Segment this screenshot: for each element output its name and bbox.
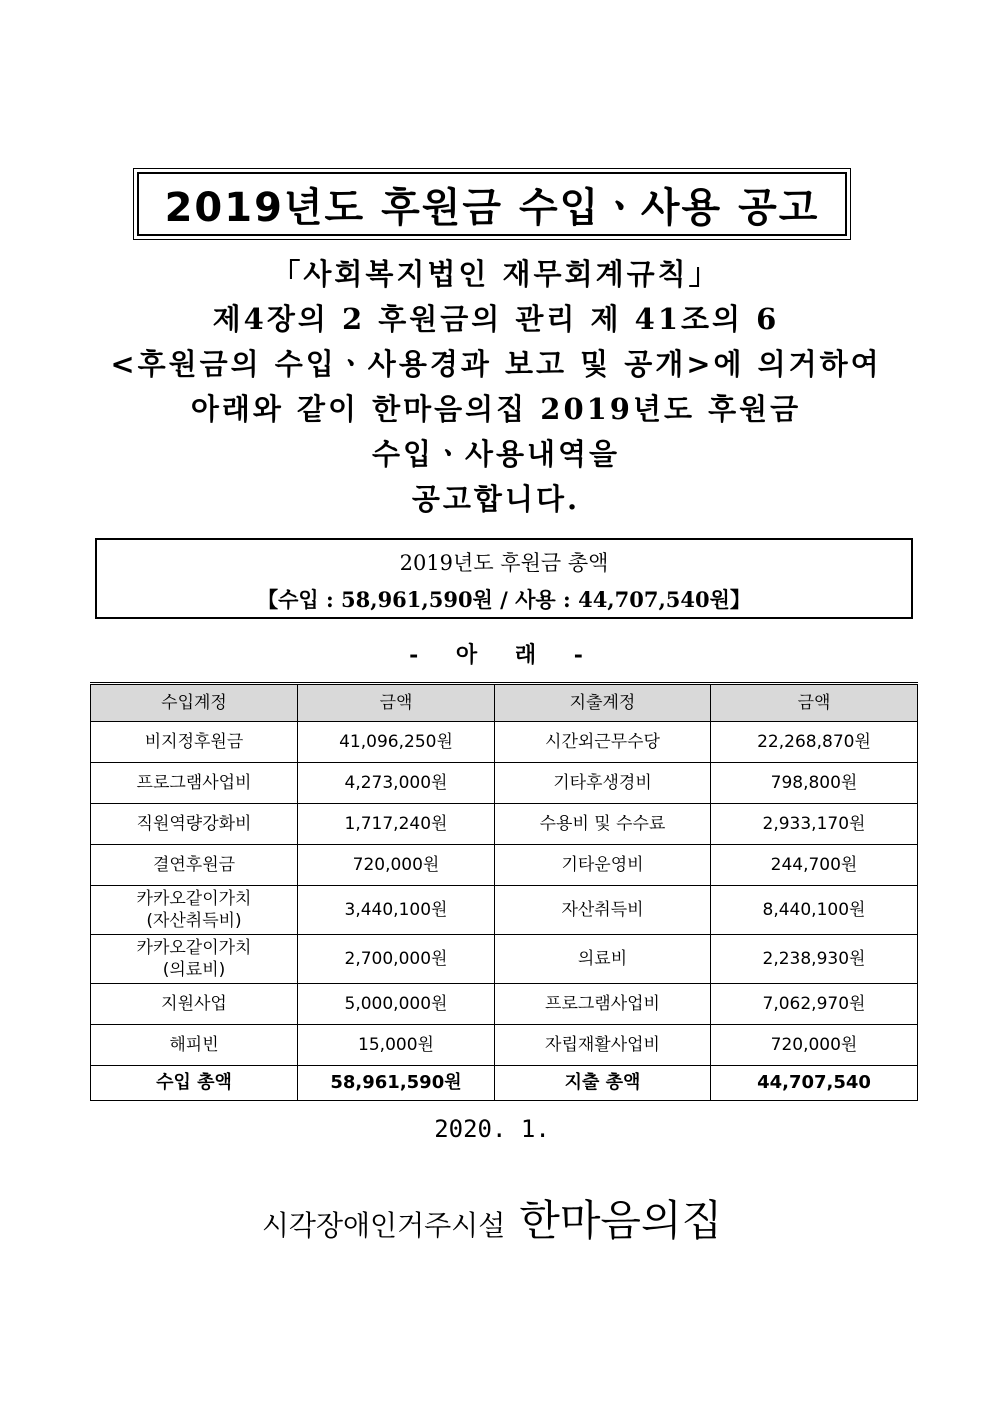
header-expense-account: 지출계정 bbox=[495, 684, 711, 722]
header-income-amount: 금액 bbox=[298, 684, 495, 722]
organization-name: 한마음의집 bbox=[519, 1196, 723, 1245]
income-amount: 720,000원 bbox=[298, 845, 495, 886]
income-total-amount: 58,961,590원 bbox=[298, 1066, 495, 1101]
table-row bbox=[91, 886, 918, 935]
table-row bbox=[91, 845, 918, 886]
expense-account: 기타후생경비 bbox=[495, 763, 711, 804]
section-label: - 아 래 - bbox=[409, 642, 583, 668]
table-total-row bbox=[91, 1066, 918, 1101]
table-row bbox=[91, 935, 918, 984]
income-amount: 41,096,250원 bbox=[298, 722, 495, 763]
intro-line: 공고합니다. bbox=[411, 482, 581, 516]
expense-account: 시간외근무수당 bbox=[495, 722, 711, 763]
income-account: 프로그램사업비 bbox=[91, 763, 298, 804]
expense-amount: 8,440,100원 bbox=[711, 886, 918, 935]
income-amount: 1,717,240원 bbox=[298, 804, 495, 845]
expense-account: 수용비 및 수수료 bbox=[495, 804, 711, 845]
signature-block bbox=[0, 1188, 984, 1248]
income-account bbox=[91, 886, 298, 935]
income-account-line: 카카오같이가치 bbox=[136, 889, 252, 909]
income-amount: 3,440,100원 bbox=[298, 886, 495, 935]
intro-line: 제4장의 2 후원금의 관리 제 41조의 6 bbox=[212, 302, 780, 336]
expense-account: 의료비 bbox=[495, 935, 711, 984]
table-row bbox=[91, 804, 918, 845]
summary-heading: 2019년도 후원금 총액 bbox=[399, 551, 609, 575]
notice-date: 2020. 1. bbox=[434, 1115, 550, 1143]
expense-account: 자산취득비 bbox=[495, 886, 711, 935]
income-total-label: 수입 총액 bbox=[91, 1066, 298, 1101]
expense-account: 프로그램사업비 bbox=[495, 984, 711, 1025]
income-account: 비지정후원금 bbox=[91, 722, 298, 763]
expense-amount: 798,800원 bbox=[711, 763, 918, 804]
income-amount: 2,700,000원 bbox=[298, 935, 495, 984]
summary-box bbox=[95, 538, 913, 619]
header-income-account: 수입계정 bbox=[91, 684, 298, 722]
income-account-line: (자산취득비) bbox=[146, 911, 242, 931]
expense-total-label: 지출 총액 bbox=[495, 1066, 711, 1101]
income-amount: 5,000,000원 bbox=[298, 984, 495, 1025]
income-account-line: 카카오같이가치 bbox=[136, 938, 252, 958]
expense-account: 자립재활사업비 bbox=[495, 1025, 711, 1066]
header-expense-amount: 금액 bbox=[711, 684, 918, 722]
income-account: 결연후원금 bbox=[91, 845, 298, 886]
expense-account: 기타운영비 bbox=[495, 845, 711, 886]
title-box bbox=[133, 168, 851, 240]
expense-amount: 2,933,170원 bbox=[711, 804, 918, 845]
expense-amount: 2,238,930원 bbox=[711, 935, 918, 984]
income-amount: 4,273,000원 bbox=[298, 763, 495, 804]
income-account: 해피빈 bbox=[91, 1025, 298, 1066]
income-amount: 15,000원 bbox=[298, 1025, 495, 1066]
expense-amount: 244,700원 bbox=[711, 845, 918, 886]
income-account: 지원사업 bbox=[91, 984, 298, 1025]
table-row bbox=[91, 763, 918, 804]
summary-totals: 【수입 : 58,961,590원 / 사용 : 44,707,540원】 bbox=[257, 587, 751, 612]
document-title: 2019년도 후원금 수입ㆍ사용 공고 bbox=[137, 172, 847, 236]
expense-amount: 7,062,970원 bbox=[711, 984, 918, 1025]
facility-type: 시각장애인거주시설 bbox=[261, 1209, 506, 1242]
table-row bbox=[91, 1025, 918, 1066]
ledger-table bbox=[90, 682, 918, 1101]
income-account bbox=[91, 935, 298, 984]
table-row bbox=[91, 984, 918, 1025]
table-header-row bbox=[91, 684, 918, 722]
intro-line: 수입ㆍ사용내역을 bbox=[371, 437, 621, 471]
expense-amount: 22,268,870원 bbox=[711, 722, 918, 763]
intro-line: 아래와 같이 한마음의집 2019년도 후원금 bbox=[190, 392, 802, 426]
expense-total-amount: 44,707,540 bbox=[711, 1066, 918, 1101]
intro-line: 「사회복지법인 재무회계규칙」 bbox=[271, 257, 721, 291]
table-row bbox=[91, 722, 918, 763]
intro-paragraph bbox=[60, 252, 932, 522]
expense-amount: 720,000원 bbox=[711, 1025, 918, 1066]
income-account-line: (의료비) bbox=[162, 960, 226, 980]
income-account: 직원역량강화비 bbox=[91, 804, 298, 845]
intro-line: <후원금의 수입ㆍ사용경과 보고 및 공개>에 의거하여 bbox=[110, 347, 882, 381]
